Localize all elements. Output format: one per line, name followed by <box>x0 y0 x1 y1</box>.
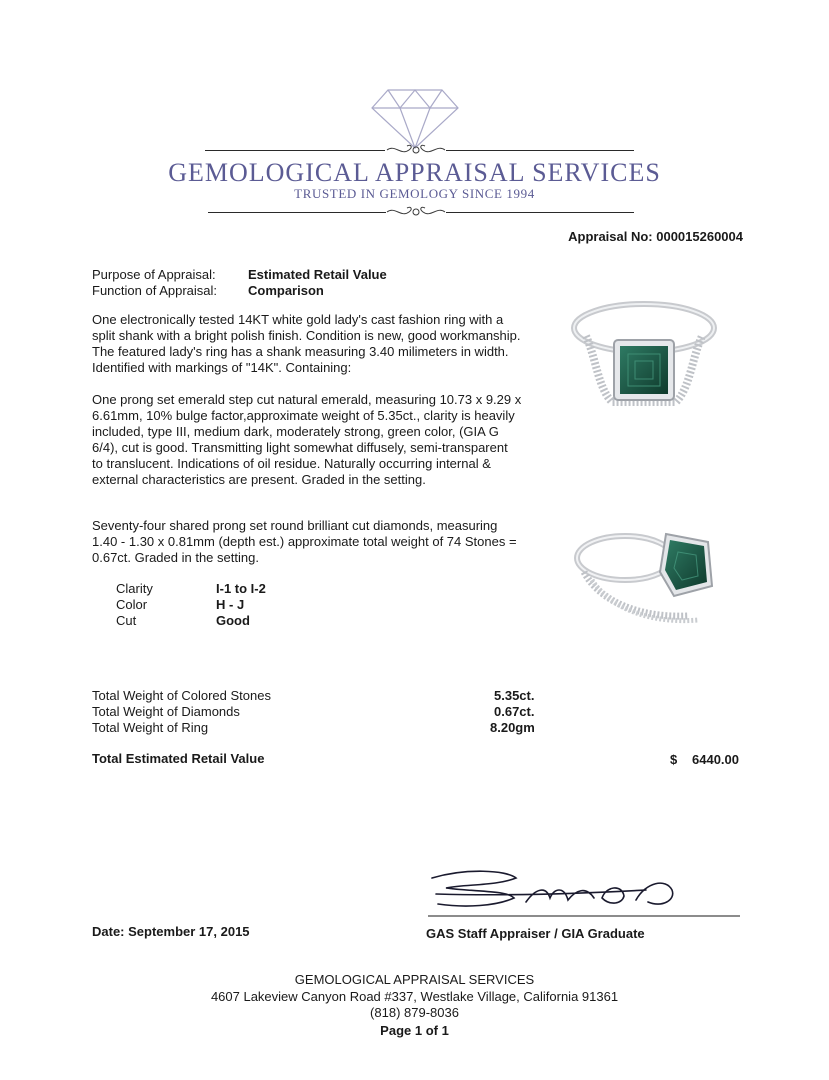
signature-graphic <box>426 868 742 920</box>
purpose-label: Purpose of Appraisal: <box>92 267 216 282</box>
grading-label: Clarity <box>116 581 153 596</box>
company-title: GEMOLOGICAL APPRAISAL SERVICES <box>168 158 661 187</box>
grading-row <box>116 597 316 613</box>
scroll-ornament-icon <box>385 204 447 220</box>
grading-row <box>116 613 316 629</box>
grading-value: Good <box>216 613 250 628</box>
weight-value: 0.67ct. <box>494 704 535 719</box>
weight-label: Total Weight of Colored Stones <box>92 688 271 703</box>
header-rule-bottom-right <box>446 212 634 213</box>
footer-company: GEMOLOGICAL APPRAISAL SERVICES <box>294 972 535 987</box>
grading-row <box>116 581 316 597</box>
grading-table <box>116 581 316 629</box>
ring-description: One electronically tested 14KT white gold lady's cast fashion ring with a split shank with a bright polish finish. Condition is new, good workmanship. The featured lady's ring has a shank measuring 3.40 milimeters in width. Identified with markings of "14K". Containing: <box>92 312 521 375</box>
company-tagline: TRUSTED IN GEMOLOGY SINCE 1994 <box>294 186 535 201</box>
function-value: Comparison <box>248 283 324 298</box>
appraisal-date: Date: September 17, 2015 <box>92 924 250 939</box>
weight-label: Total Weight of Ring <box>92 720 209 735</box>
total-value: 6440.00 <box>692 752 739 767</box>
header-rule-top-right <box>446 150 634 151</box>
diamond-description: Seventy-four shared prong set round brilliant cut diamonds, measuring 1.40 - 1.30 x 0.81mm (depth est.) approximate total weight of 74 Stones = 0.67ct. Graded in the setting. <box>92 518 517 565</box>
total-currency: $ <box>670 752 678 767</box>
grading-label: Color <box>116 597 148 612</box>
footer-phone: (818) 879-8036 <box>370 1005 459 1020</box>
grading-value: I-1 to I-2 <box>216 581 266 596</box>
header-rule-top-left <box>205 150 385 151</box>
footer-address: 4607 Lakeview Canyon Road #337, Westlake Village, California 91361 <box>210 989 619 1004</box>
total-label: Total Estimated Retail Value <box>92 751 265 766</box>
scroll-ornament-icon <box>385 142 447 158</box>
function-label: Function of Appraisal: <box>92 283 218 298</box>
weight-value: 5.35ct. <box>494 688 535 703</box>
weight-label: Total Weight of Diamonds <box>92 704 240 719</box>
ring-top-view-photo <box>568 298 720 416</box>
ring-side-view-photo <box>570 520 720 630</box>
page-number: Page 1 of 1 <box>380 1023 449 1038</box>
signer-title: GAS Staff Appraiser / GIA Graduate <box>426 926 645 941</box>
grading-label: Cut <box>116 613 137 628</box>
weight-value: 8.20gm <box>490 720 535 735</box>
emerald-description: One prong set emerald step cut natural emerald, measuring 10.73 x 9.29 x 6.61mm, 10% bulge factor,approximate weight of 5.35ct., clarity is heavily included, type III, medium dark, moderately strong, green color, (GIA G 6/4), cut is good. Transmitting light somewhat diffusely, semi-transparent to translucent. Indications of oil residue. Naturally occurring internal & external characteristics are present. Graded in the setting. <box>92 392 522 487</box>
purpose-value: Estimated Retail Value <box>248 267 387 282</box>
diamond-icon <box>370 88 460 150</box>
header-rule-bottom-left <box>208 212 386 213</box>
appraisal-number: Appraisal No: 000015260004 <box>568 229 743 244</box>
grading-value: H - J <box>216 597 245 612</box>
